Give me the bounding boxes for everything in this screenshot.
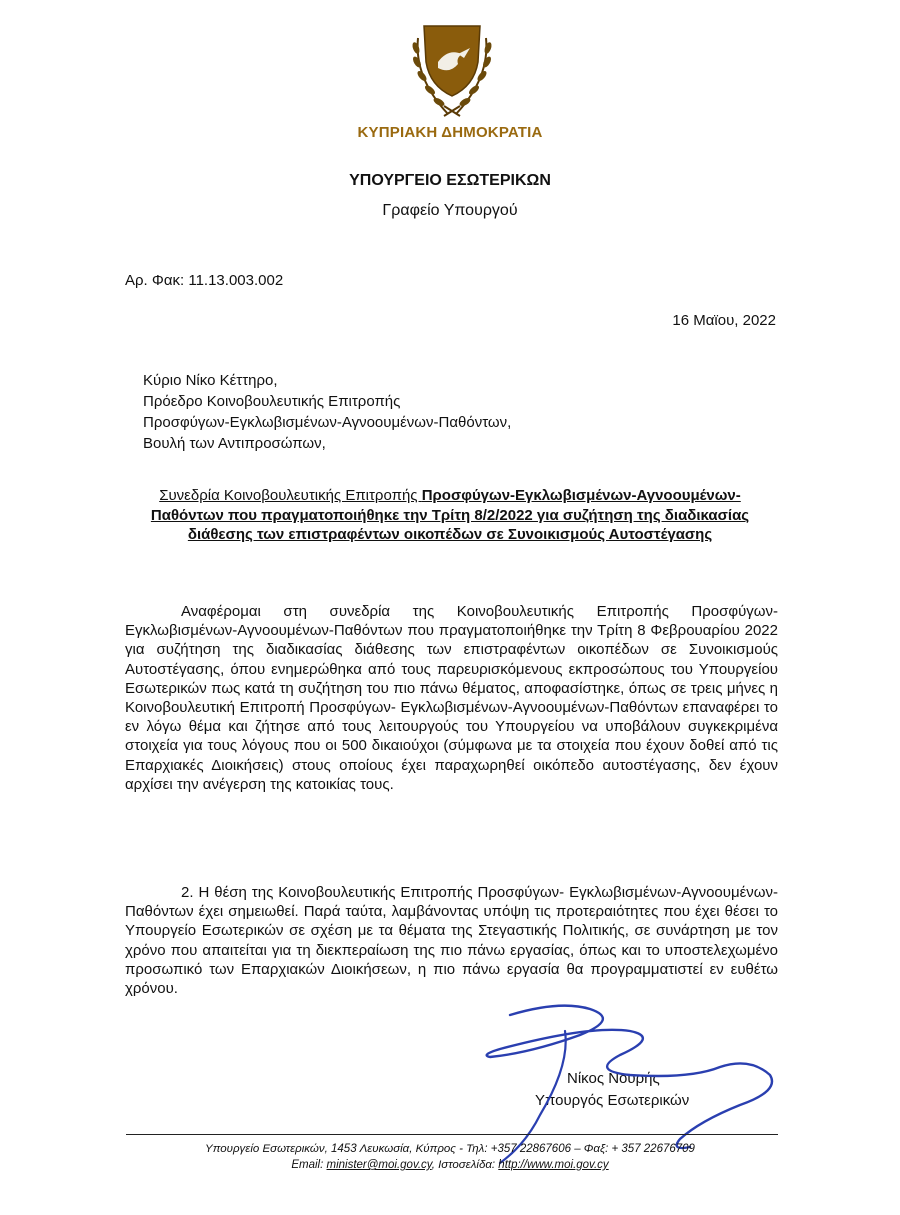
office-name: Γραφείο Υπουργού	[382, 202, 518, 219]
email-link[interactable]: minister@moi.gov.cy	[326, 1159, 432, 1171]
website-label: , Ιστοσελίδα:	[431, 1159, 499, 1171]
signatory-name: Νίκος Νουρής	[567, 1070, 660, 1087]
website-link[interactable]: http://www.moi.gov.cy	[498, 1159, 609, 1171]
recipient-line: Κύριο Νίκο Κέττηρο,	[143, 372, 278, 389]
recipient-line: Προσφύγων-Εγκλωβισμένων-Αγνοουμένων-Παθόντων,	[143, 414, 512, 431]
footer-divider	[126, 1134, 778, 1135]
subject-heading	[140, 486, 760, 545]
recipient-block	[143, 370, 511, 454]
ministry-name: ΥΠΟΥΡΓΕΙΟ ΕΣΩΤΕΡΙΚΩΝ	[349, 172, 551, 189]
footer-contact	[0, 1159, 900, 1171]
footer-address: Υπουργείο Εσωτερικών, 1453 Λευκωσία, Κύπρος - Τηλ: +357 22867606 – Φαξ: + 357 22676709	[205, 1143, 695, 1155]
recipient-line: Βουλή των Αντιπροσώπων,	[143, 435, 326, 452]
country-name: ΚΥΠΡΙΑΚΗ ΔΗΜΟΚΡΑΤΙΑ	[357, 124, 543, 141]
subject-prefix: Συνεδρία Κοινοβουλευτικής Επιτροπής	[159, 487, 422, 504]
subject-bold: Προσφύγων-Εγκλωβισμένων-Αγνοουμένων-Παθόντων που πραγματοποιήθηκε την Τρίτη 8/2/2022 για συζήτηση της διαδικασίας διάθεσης των επιστραφέντων οικοπέδων σε Συνοικισμούς Αυτοστέγασης	[150, 487, 750, 543]
letter-date: 16 Μαϊου, 2022	[672, 312, 776, 329]
file-reference: Αρ. Φακ: 11.13.003.002	[125, 272, 284, 289]
signatory-title: Υπουργός Εσωτερικών	[535, 1092, 690, 1109]
recipient-line: Πρόεδρο Κοινοβουλευτικής Επιτροπής	[143, 393, 401, 410]
body-paragraph-1: Αναφέρομαι στη συνεδρία της Κοινοβουλευτικής Επιτροπής Προσφύγων-Εγκλωβισμένων-Αγνοουμένων-Παθόντων που πραγματοποιήθηκε την Τρίτη 8 Φεβρουαρίου 2022 για συζήτηση της διαδικασίας διάθεσης των επιστραφέντων οικοπέδων σε Συνοικισμούς Αυτοστέγασης, όπου ενημερώθηκα από τους παρευρισκόμενους εκπροσώπους του Υπουργείου Εσωτερικών πως κατά τη συζήτηση του πιο πάνω θέματος, αποφασίστηκε, όπως σε τρεις μήνες η Κοινοβουλευτική Επιτροπή Προσφύγων- Εγκλωβισμένων-Αγνοουμένων-Παθόντων επαναφέρει το εν λόγω θέμα και ζήτησε από τους λειτουργούς του Υπουργείου να υποβάλουν συγκεκριμένα στοιχεία για τους λόγους που οι 500 δικαιούχοι (σύμφωνα με τα στοιχεία που έχουν δοθεί από τις Επαρχιακές Διοικήσεις) στους οποίους έχει παραχωρηθεί οικόπεδο αυτοστέγασης, δεν έχουν αρχίσει την ανέγερση της κατοικίας τους.	[125, 603, 778, 793]
cyprus-coat-of-arms-icon	[404, 18, 500, 122]
email-label: Email:	[291, 1159, 327, 1171]
body-paragraph-2: 2. Η θέση της Κοινοβουλευτικής Επιτροπής Προσφύγων- Εγκλωβισμένων-Αγνοουμένων-Παθόντων έχει σημειωθεί. Παρά ταύτα, λαμβάνοντας υπόψη τις προτεραιότητες που έχει θέσει το Υπουργείο Εσωτερικών σε σχέση με τα θέματα της Στεγαστικής Πολιτικής, σε συνάρτηση με τον χρόνο που απαιτείται για τη διεκπεραίωση της πιο πάνω εργασίας, όπως και το υποστελεχωμένο προσωπικό των Επαρχιακών Διοικήσεων, η πιο πάνω εργασία θα προγραμματιστεί εν ευθέτω χρόνου.	[125, 884, 778, 998]
